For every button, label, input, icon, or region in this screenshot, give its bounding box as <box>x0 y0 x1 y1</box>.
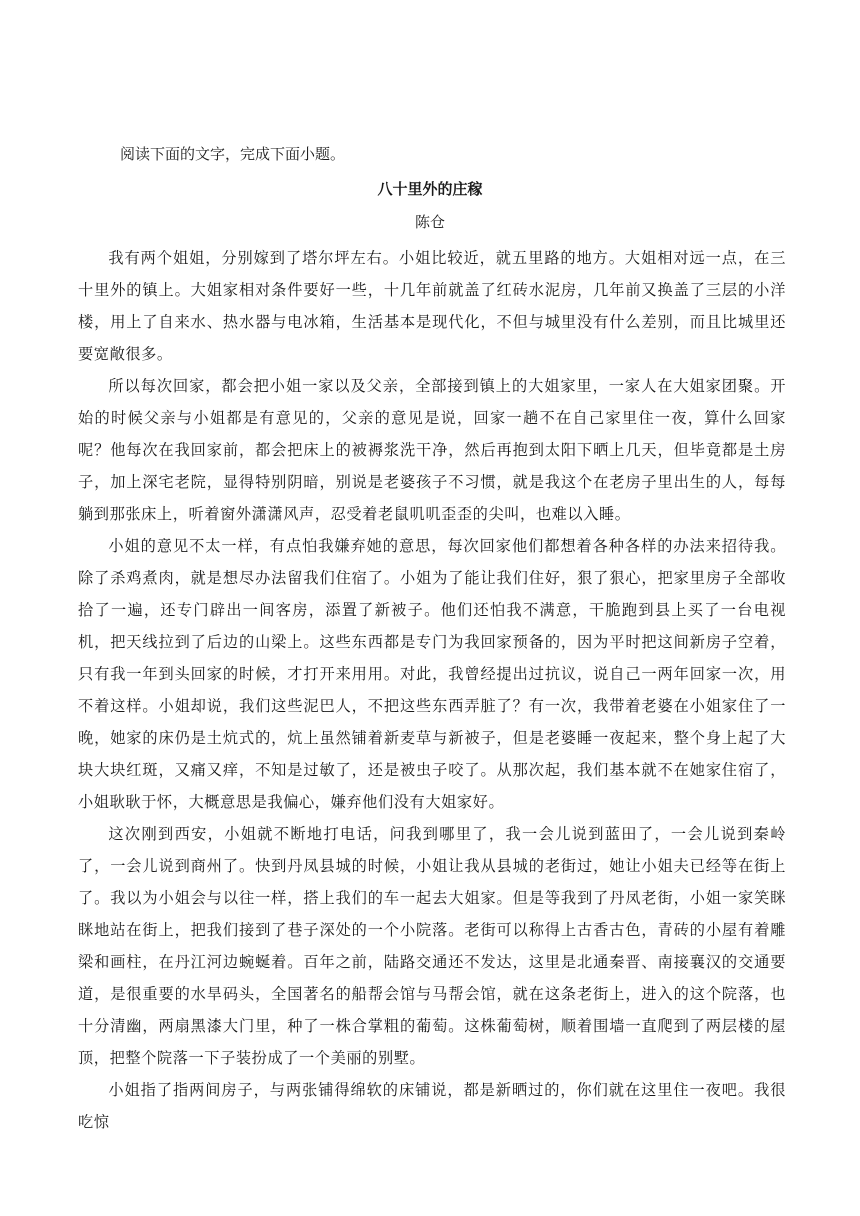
article-author: 陈仓 <box>414 213 445 231</box>
article-paragraph: 小姐的意见不太一样，有点怕我嫌弃她的意思，每次回家他们都想着各种各样的办法来招待我。除了杀鸡煮肉，就是想尽办法留我们住宿了。小姐为了能让我们住好，狠了狠心，把家里房子全部收拾了一遍，还专门辟出一间客房，添置了新被子。他们还怕我不满意，干脆跑到县上买了一台电视机，把天线拉到了后边的山梁上。这些东西都是专门为我回家预备的，因为平时把这间新房子空着，只有我一年到头回家的时候，才打开来用用。对此，我曾经提出过抗议，说自己一两年回家一次，用不着这样。小姐却说，我们这些泥巴人，不把这些东西弄脏了？有一次，我带着老婆在小姐家住了一晚，她家的床仍是土炕式的，炕上虽然铺着新麦草与新被子，但是老婆睡一夜起来，整个身上起了大块大块红斑，又痛又痒，不知是过敏了，还是被虫子咬了。从那次起，我们基本就不在她家住宿了，小姐耿耿于怀，大概意思是我偏心，嫌弃他们没有大姐家好。 <box>78 537 786 811</box>
article-paragraph: 我有两个姐姐，分别嫁到了塔尔坪左右。小姐比较近，就五里路的地方。大姐相对远一点，在三十里外的镇上。大姐家相对条件要好一些，十几年前就盖了红砖水泥房，几年前又换盖了三层的小洋楼，用上了自来水、热水器与电冰箱，生活基本是现代化，不但与城里没有什么差别，而且比城里还要宽敞很多。 <box>78 249 786 363</box>
article-title: 八十里外的庄稼 <box>377 180 483 198</box>
article-paragraph: 所以每次回家，都会把小姐一家以及父亲，全部接到镇上的大姐家里，一家人在大姐家团聚。开始的时候父亲与小姐都是有意见的，父亲的意见是说，回家一趟不在自己家里住一夜，算什么回家呢？他每次在我回家前，都会把床上的被褥浆洗干净，然后再抱到太阳下晒上几天，但毕竟都是土房子，加上深宅老院，显得特别阴暗，别说是老婆孩子不习惯，就是我这个在老房子里出生的人，每每躺到那张床上，听着窗外潇潇风声，忍受着老鼠叽叽歪歪的尖叫，也难以入睡。 <box>78 377 786 523</box>
article-paragraph: 小姐指了指两间房子，与两张铺得绵软的床铺说，都是新晒过的，你们就在这里住一夜吧。我很吃惊 <box>78 1081 786 1131</box>
question-instruction: 阅读下面的文字，完成下面小题。 <box>120 145 346 163</box>
article-body <box>78 242 786 1138</box>
article-paragraph: 这次刚到西安，小姐就不断地打电话，问我到哪里了，我一会儿说到蓝田了，一会儿说到秦岭了，一会儿说到商州了。快到丹凤县城的时候，小姐让我从县城的老街过，她让小姐夫已经等在街上了。我以为小姐会与以往一样，搭上我们的车一起去大姐家。但是等我到了丹凤老街，小姐一家笑眯眯地站在街上，把我们接到了巷子深处的一个小院落。老街可以称得上古香古色，青砖的小屋有着雕梁和画柱，在丹江河边蜿蜒着。百年之前，陆路交通还不发达，这里是北通秦晋、南接襄汉的交通要道，是很重要的水旱码头，全国著名的船帮会馆与马帮会馆，就在这条老街上，进入的这个院落，也十分清幽，两扇黑漆大门里，种了一株合掌粗的葡萄。这株葡萄树，顺着围墙一直爬到了两层楼的屋顶，把整个院落一下子装扮成了一个美丽的别墅。 <box>78 825 786 1067</box>
